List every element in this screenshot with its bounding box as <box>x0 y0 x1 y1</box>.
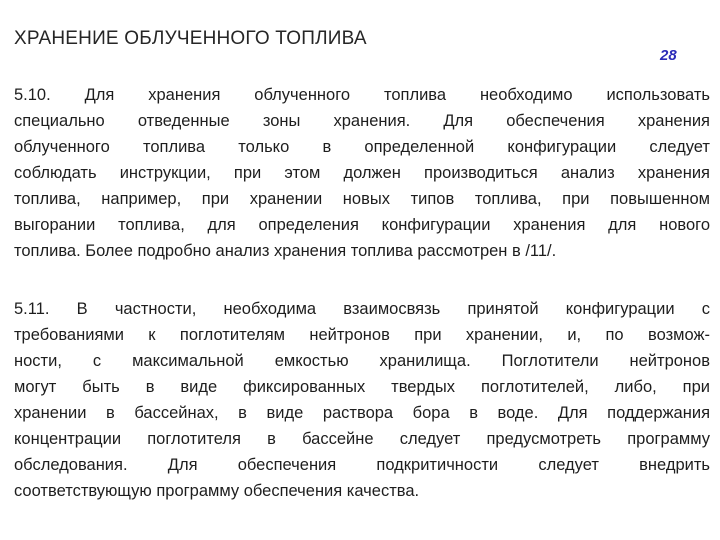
page-title: ХРАНЕНИЕ ОБЛУЧЕННОГО ТОПЛИВА <box>14 28 367 49</box>
paragraph-line: соблюдать инструкции, при этом должен производиться анализ хранения <box>14 164 710 182</box>
paragraph-line: 5.11. В частности, необходима взаимосвязь принятой конфигурации с <box>14 300 710 318</box>
paragraph-line: требованиями к поглотителям нейтронов при хранении, и, по возмож- <box>14 326 710 344</box>
paragraph-line: 5.10. Для хранения облученного топлива необходимо использовать <box>14 86 710 104</box>
paragraph-line: топлива, например, при хранении новых типов топлива, при повышенном <box>14 190 710 208</box>
paragraph-line: могут быть в виде фиксированных твердых поглотителей, либо, при <box>14 378 710 396</box>
paragraph-line: топлива. Более подробно анализ хранения топлива рассмотрен в /11/. <box>14 242 557 260</box>
paragraph-line: специально отведенные зоны хранения. Для обеспечения хранения <box>14 112 710 130</box>
paragraph-line: соответствующую программу обеспечения качества. <box>14 482 420 500</box>
page-number: 28 <box>660 47 677 64</box>
paragraph-5-11 <box>14 296 710 504</box>
paragraph-line: ности, с максимальной емкостью хранилища. Поглотители нейтронов <box>14 352 710 370</box>
paragraph-line: облученного топлива только в определенной конфигурации следует <box>14 138 710 156</box>
paragraph-line: хранении в бассейнах, в виде раствора бора в воде. Для поддержания <box>14 404 710 422</box>
paragraph-line: обследования. Для обеспечения подкритичности следует внедрить <box>14 456 710 474</box>
paragraph-line: концентрации поглотителя в бассейне следует предусмотреть программу <box>14 430 710 448</box>
paragraph-5-10 <box>14 82 710 264</box>
paragraph-line: выгорании топлива, для определения конфигурации хранения для нового <box>14 216 710 234</box>
